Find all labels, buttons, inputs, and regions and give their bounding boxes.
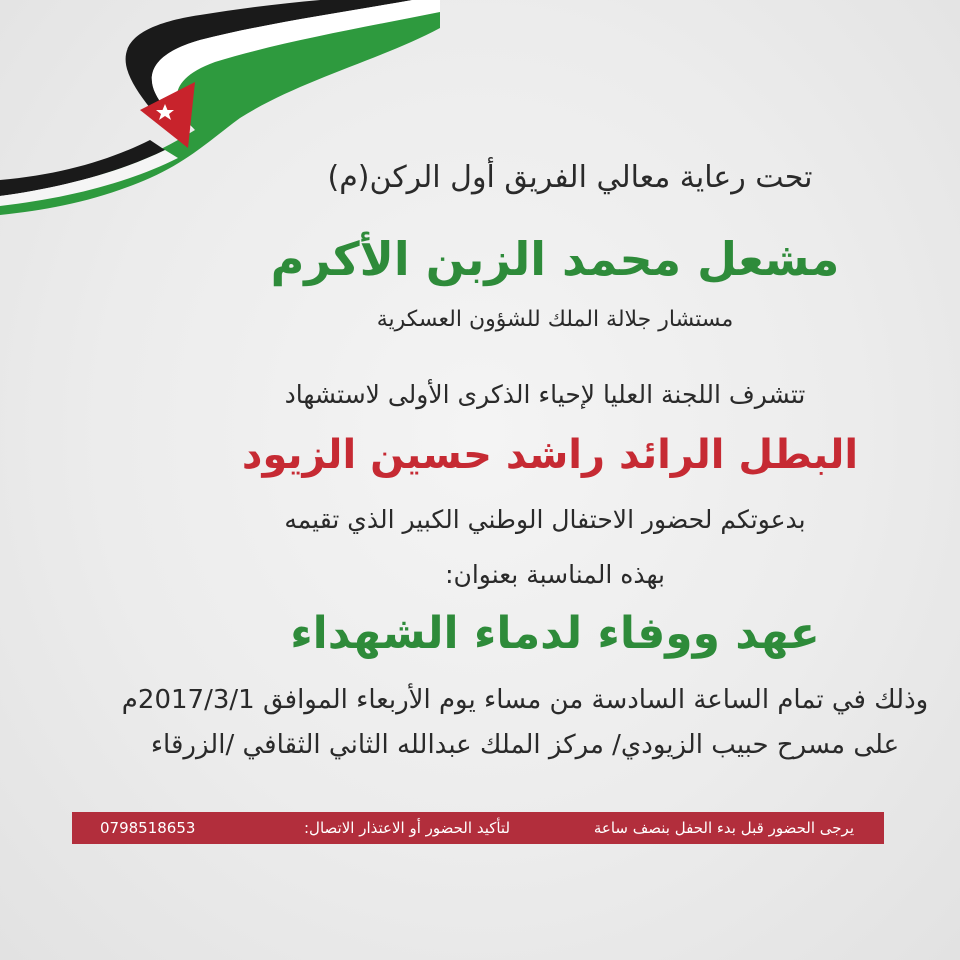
event-venue: على مسرح حبيب الزيودي/ مركز الملك عبدالله الثاني الثقافي /الزرقاء (150, 730, 900, 760)
invite-line: بدعوتكم لحضور الاحتفال الوطني الكبير الذي تقيمه (284, 505, 806, 534)
patronage-intro: تحت رعاية معالي الفريق أول الركن(م) (327, 160, 813, 195)
patron-name: مشعل محمد الزبن الأكرم (270, 232, 840, 286)
confirm-label: لتأكيد الحضور أو الاعتذار الاتصال: (304, 819, 511, 837)
patron-title: مستشار جلالة الملك للشؤون العسكرية (376, 307, 734, 332)
martyr-name: البطل الرائد راشد حسين الزيود (241, 432, 859, 478)
attendance-note: يرجى الحضور قبل بدء الحفل بنصف ساعة (593, 819, 854, 837)
event-title: عهد ووفاء لدماء الشهداء (290, 608, 820, 659)
occasion-line: بهذه المناسبة بعنوان: (445, 560, 665, 589)
jordan-flag-ribbon (0, 0, 440, 230)
footer-banner (72, 812, 884, 844)
committee-line: تتشرف اللجنة العليا لإحياء الذكرى الأولى لاستشهاد (284, 380, 806, 409)
phone-number: 0798518653 (100, 819, 196, 837)
event-datetime: وذلك في تمام الساعة السادسة من مساء يوم الأربعاء الموافق 2017/3/1م (121, 685, 929, 715)
